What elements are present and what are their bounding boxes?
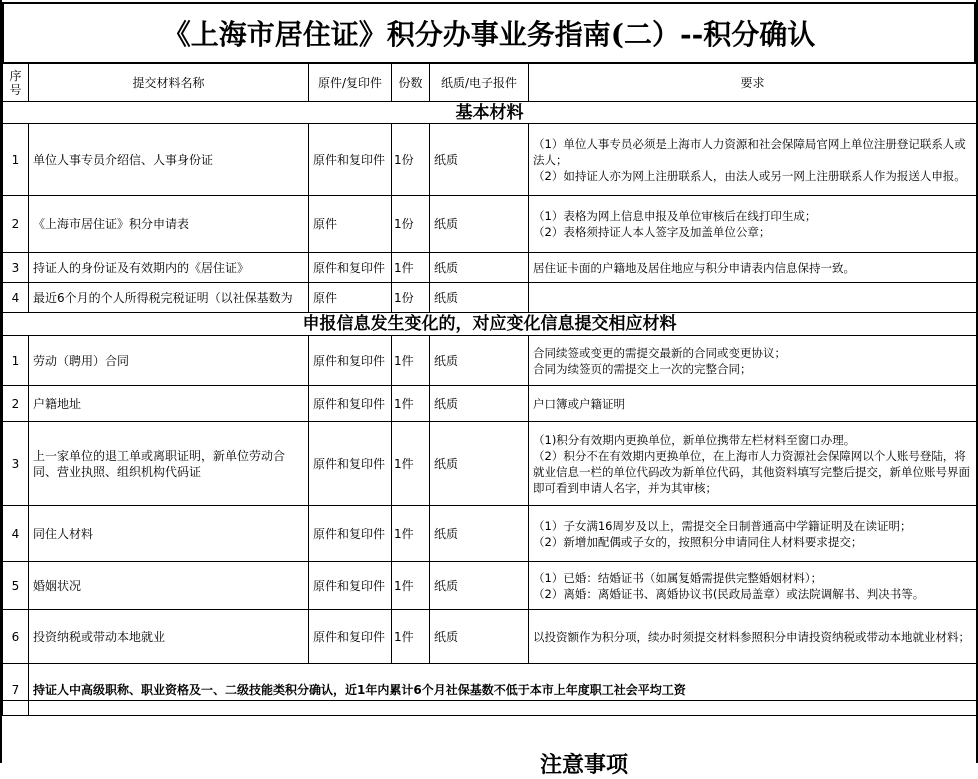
table-row [3, 196, 977, 253]
section-row [3, 102, 977, 124]
cell-material: 户籍地址 [29, 386, 309, 422]
cell-seq: 4 [3, 506, 29, 562]
cell-seq: 1 [3, 336, 29, 386]
footer-area [0, 700, 978, 778]
table-row [3, 283, 977, 313]
cell-seq: 5 [3, 562, 29, 610]
cell-original: 原件和复印件 [309, 562, 392, 610]
cell-paper: 纸质 [430, 336, 529, 386]
cell-requirement: 居住证卡面的户籍地及居住地应与积分申请表内信息保持一致。 [529, 253, 977, 283]
header-seq: 序号 [3, 64, 29, 102]
cell-paper: 纸质 [430, 506, 529, 562]
cell-paper: 纸质 [430, 196, 529, 253]
cell-material: 婚姻状况 [29, 562, 309, 610]
cell-material: 投资纳税或带动本地就业 [29, 610, 309, 664]
cell-material: 最近6个月的个人所得税完税证明（以社保基数为 [29, 283, 309, 313]
cell-paper: 纸质 [430, 283, 529, 313]
cell-material: 同住人材料 [29, 506, 309, 562]
cell-seq: 1 [3, 124, 29, 196]
section-title: 申报信息发生变化的，对应变化信息提交相应材料 [3, 313, 977, 336]
cell-copies: 1件 [392, 506, 430, 562]
cell-original: 原件和复印件 [309, 422, 392, 506]
cell-material: 持证人的身份证及有效期内的《居住证》 [29, 253, 309, 283]
page-title: 《上海市居住证》积分办事业务指南(二）--积分确认 [2, 2, 976, 64]
cell-paper: 纸质 [430, 562, 529, 610]
cell-material: 劳动（聘用）合同 [29, 336, 309, 386]
cell-seq: 6 [3, 610, 29, 664]
cell-paper: 纸质 [430, 124, 529, 196]
cell-original: 原件和复印件 [309, 336, 392, 386]
materials-table [2, 63, 977, 716]
cell-requirement: （1)积分有效期内更换单位，新单位携带左栏材料至窗口办理。 （2）积分不在有效期内更换单位，在上海市人力资源社会保障网以个人账号登陆，将就业信息一栏的单位代码改为新单位代码，其他资料填写完整后提交，新单位账号界面即可看到申请人名字，并为其审核； [529, 422, 977, 506]
cell-original: 原件 [309, 196, 392, 253]
header-paper: 纸质/电子报件 [430, 64, 529, 102]
cell-original: 原件 [309, 283, 392, 313]
cell-copies: 1件 [392, 336, 430, 386]
cell-seq: 2 [3, 386, 29, 422]
header-copies: 份数 [392, 64, 430, 102]
cell-original: 原件和复印件 [309, 124, 392, 196]
cell-seq: 4 [3, 283, 29, 313]
section-title: 基本材料 [3, 102, 977, 124]
cell-material: 上一家单位的退工单或离职证明，新单位劳动合同、营业执照、组织机构代码证 [29, 422, 309, 506]
cell-copies: 1件 [392, 253, 430, 283]
cell-paper: 纸质 [430, 253, 529, 283]
cell-original: 原件和复印件 [309, 253, 392, 283]
header-row [3, 64, 977, 102]
cell-copies: 1件 [392, 422, 430, 506]
table-row [3, 506, 977, 562]
cell-copies: 1件 [392, 386, 430, 422]
cell-requirement: 户口簿或户籍证明 [529, 386, 977, 422]
cell-material: 持证人中高级职称、职业资格及一、二级技能类积分确认，近1年内累计6个月社保基数不低于本市上年度职工社会平均工资 [29, 664, 977, 716]
cell-material: 单位人事专员介绍信、人事身份证 [29, 124, 309, 196]
cell-requirement: 合同续签或变更的需提交最新的合同或变更协议； 合同为续签页的需提交上一次的完整合同； [529, 336, 977, 386]
header-requirement: 要求 [529, 64, 977, 102]
notice-heading: 注意事项 [540, 752, 629, 778]
cell-requirement: （1）已婚：结婚证书（如属复婚需提供完整婚姻材料）； （2）离婚：离婚证书、离婚协议书(民政局盖章）或法院调解书、判决书等。 [529, 562, 977, 610]
cell-paper: 纸质 [430, 386, 529, 422]
cell-seq: 3 [3, 253, 29, 283]
table-row [3, 562, 977, 610]
cell-original: 原件和复印件 [309, 506, 392, 562]
cell-requirement: （1）单位人事专员必须是上海市人力资源和社会保障局官网上单位注册登记联系人或法人； （2）如持证人亦为网上注册联系人，由法人或另一网上注册联系人作为报送人申报。 [529, 124, 977, 196]
table-row [3, 386, 977, 422]
cell-paper: 纸质 [430, 422, 529, 506]
table-row [3, 422, 977, 506]
cell-seq: 3 [3, 422, 29, 506]
cell-requirement: 以投资额作为积分项，续办时须提交材料参照积分申请投资纳税或带动本地就业材料； [529, 610, 977, 664]
cell-requirement [529, 283, 977, 313]
header-original: 原件/复印件 [309, 64, 392, 102]
table-row [3, 610, 977, 664]
section-row [3, 313, 977, 336]
table-row [3, 336, 977, 386]
table-row [3, 124, 977, 196]
cell-seq: 7 [3, 664, 29, 716]
cell-material: 《上海市居住证》积分申请表 [29, 196, 309, 253]
cell-paper: 纸质 [430, 610, 529, 664]
cell-seq: 2 [3, 196, 29, 253]
cell-original: 原件和复印件 [309, 386, 392, 422]
table-row [3, 253, 977, 283]
cell-original: 原件和复印件 [309, 610, 392, 664]
cell-requirement: （1）子女满16周岁及以上，需提交全日制普通高中学籍证明及在读证明； （2）新增加配偶或子女的，按照积分申请同住人材料要求提交； [529, 506, 977, 562]
cell-copies: 1份 [392, 196, 430, 253]
cell-copies: 1份 [392, 283, 430, 313]
cell-requirement: （1）表格为网上信息申报及单位审核后在线打印生成； （2）表格须持证人本人签字及加盖单位公章； [529, 196, 977, 253]
footer-divider [2, 700, 976, 701]
cell-copies: 1份 [392, 124, 430, 196]
cell-copies: 1件 [392, 562, 430, 610]
cell-copies: 1件 [392, 610, 430, 664]
header-material: 提交材料名称 [29, 64, 309, 102]
